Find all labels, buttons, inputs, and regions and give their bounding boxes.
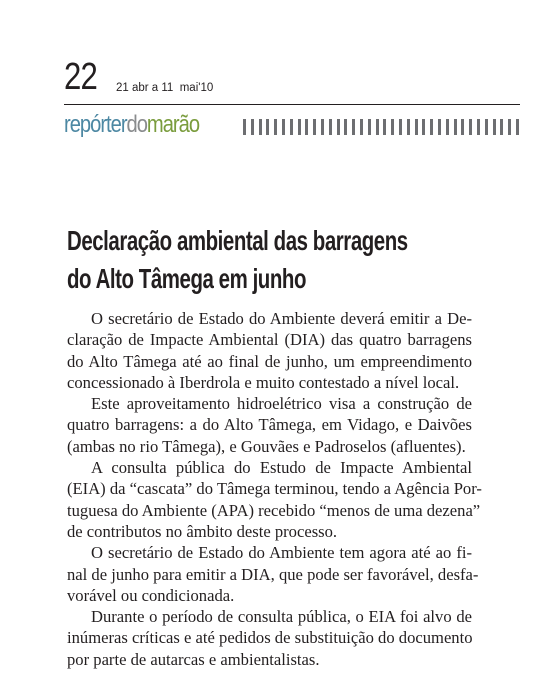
tick-mark — [446, 119, 449, 135]
tick-mark — [438, 119, 441, 135]
text-line: Durante o período de consulta pública, o EIA foi alvo de — [91, 607, 472, 627]
tick-mark — [516, 119, 519, 135]
text-line: de contributos no âmbito deste processo. — [67, 521, 338, 541]
masthead-word-marao: marão — [146, 111, 200, 138]
tick-mark — [259, 119, 262, 135]
text-line: quatro barragens: a do Alto Tâmega, em Vidago, e Daivões — [67, 415, 472, 435]
text-line: inúmeras críticas e até pedidos de substituição do documento — [67, 628, 473, 648]
text-line: Este aproveitamento hidroelétrico visa a construção de — [91, 394, 472, 414]
article-paragraph — [67, 457, 482, 542]
tick-mark — [290, 119, 293, 135]
tick-mark — [274, 119, 277, 135]
tick-mark — [461, 119, 464, 135]
tick-mark — [391, 119, 394, 135]
text-line: do Alto Tâmega até ao final de junho, um empreendimento — [67, 351, 472, 371]
article-paragraph — [67, 542, 479, 606]
tick-mark — [508, 119, 511, 135]
masthead-logo — [64, 110, 199, 140]
page-number: 22 — [64, 56, 98, 98]
masthead-word-do: do — [126, 111, 147, 138]
tick-mark — [368, 119, 371, 135]
article-paragraph — [67, 606, 472, 670]
article-paragraph — [67, 393, 472, 457]
tick-mark — [321, 119, 324, 135]
text-line: vorável ou condicionada. — [67, 585, 235, 605]
article-body — [67, 308, 482, 670]
tick-mark — [360, 119, 363, 135]
tick-mark — [305, 119, 308, 135]
text-line: O secretário de Estado do Ambiente tem agora até ao fi- — [91, 543, 472, 563]
header-rule — [64, 104, 520, 105]
tick-mark — [493, 119, 496, 135]
tick-mark — [485, 119, 488, 135]
issue-date: 21 abr a 11 mai'10 — [116, 82, 214, 94]
tick-mark — [454, 119, 457, 135]
text-line: por parte de autarcas e ambientalistas. — [67, 649, 320, 669]
tick-mark — [383, 119, 386, 135]
text-line: tuguesa do Ambiente (APA) recebido “menos de uma dezena” — [67, 500, 481, 520]
text-line: (ambas no rio Tâmega), e Gouvães e Padroselos (afluentes). — [67, 436, 466, 456]
tick-mark — [251, 119, 254, 135]
text-line: nal de junho para emitir a DIA, que pode ser favorável, desfa- — [67, 564, 479, 584]
tick-mark — [415, 119, 418, 135]
masthead-word-reporter: repórter — [64, 111, 127, 138]
decorative-tick-bar — [243, 119, 519, 135]
tick-mark — [344, 119, 347, 135]
text-line: (EIA) da “cascata” do Tâmega terminou, tendo a Agência Por- — [67, 479, 482, 499]
headline-line: Declaração ambiental das barragens — [67, 225, 408, 256]
tick-mark — [329, 119, 332, 135]
text-line: concessionado à Iberdrola e muito contestado a nível local. — [67, 372, 460, 392]
text-line: claração de Impacte Ambiental (DIA) das quatro barragens — [67, 330, 472, 350]
tick-mark — [477, 119, 480, 135]
tick-mark — [422, 119, 425, 135]
text-line: A consulta pública do Estudo de Impacte Ambiental — [91, 458, 472, 478]
tick-mark — [243, 119, 246, 135]
headline-line: do Alto Tâmega em junho — [67, 263, 307, 294]
article-paragraph — [67, 308, 472, 393]
tick-mark — [399, 119, 402, 135]
tick-mark — [313, 119, 316, 135]
tick-mark — [352, 119, 355, 135]
tick-mark — [407, 119, 410, 135]
tick-mark — [298, 119, 301, 135]
tick-mark — [430, 119, 433, 135]
tick-mark — [337, 119, 340, 135]
tick-mark — [376, 119, 379, 135]
text-line: O secretário de Estado do Ambiente deverá emitir a De- — [91, 309, 472, 328]
tick-mark — [282, 119, 285, 135]
tick-mark — [469, 119, 472, 135]
tick-mark — [500, 119, 503, 135]
article-headline — [67, 222, 408, 298]
tick-mark — [266, 119, 269, 135]
